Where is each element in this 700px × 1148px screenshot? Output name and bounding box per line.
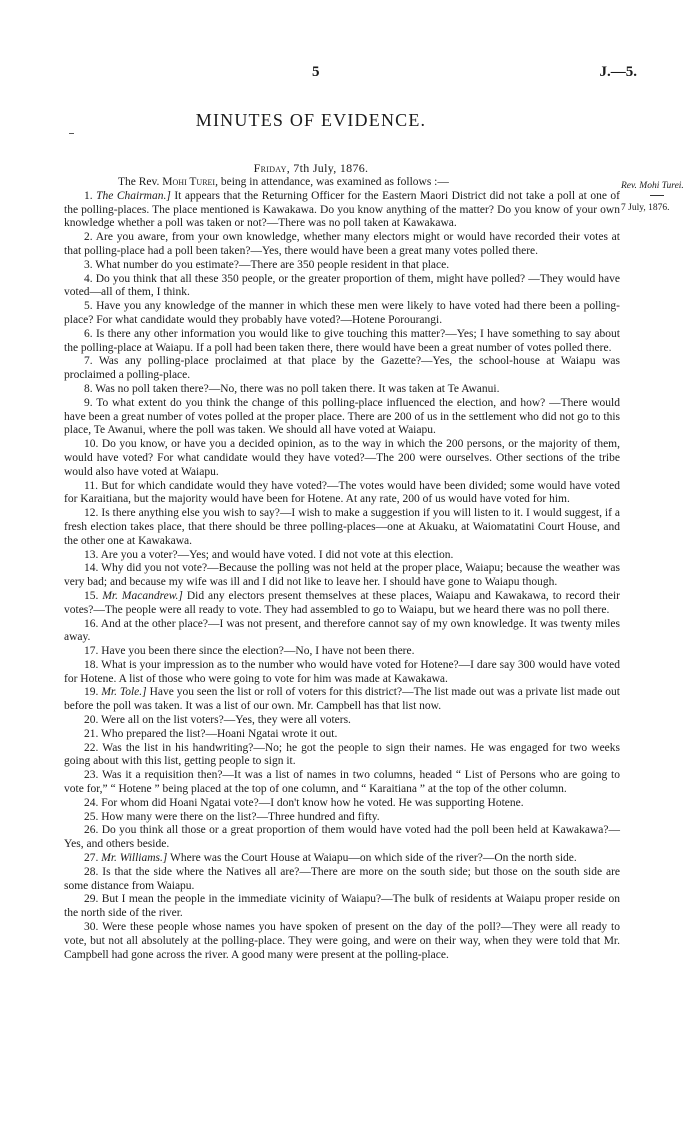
question-paragraph <box>64 328 620 356</box>
question-text: But I mean the people in the immediate vicinity of Waiapu?—The bulk of residents at Waiapu proper reside on the north side of the river. <box>64 893 621 920</box>
question-text: For whom did Hoani Ngatai vote?—I don't know how he voted. He was supporting Hotene. <box>101 796 524 809</box>
question-number: 10. <box>84 438 102 451</box>
question-number: 12. <box>84 507 102 520</box>
question-text: Who prepared the list?—Hoani Ngatai wrote it out. <box>101 727 338 740</box>
question-number: 13. <box>84 548 101 561</box>
question-text: And at the other place?—I was not present, and therefore cannot say of my own knowledge. It was twenty miles away. <box>64 617 620 644</box>
question-text: But for which candidate would they have voted?—The votes would have been divided; some would have voted for Karaitiana, but the majority would have been for Hotene. At any rate, 200 of us would have voted for him. <box>64 479 621 506</box>
question-text: Do you know, or have you a decided opinion, as to the way in which the 200 persons, or the majority of them, would have voted? For what candidate would they have voted?—The 200 were ourselves. Other sections of the tribe would also have voted at Waiapu. <box>64 438 621 478</box>
question-text: Was no poll taken there?—No, there was no poll taken there. It was taken at Te Awanui. <box>95 382 500 395</box>
page-title: MINUTES OF EVIDENCE. <box>195 110 427 130</box>
question-text: Was any polling-place proclaimed at that place by the Gazette?—Yes, the school-house at Waiapu was proclaimed a polling-place. <box>64 355 620 382</box>
question-text: Are you a voter?—Yes; and would have voted. I did not vote at this election. <box>100 548 454 561</box>
document-reference: J.—5. <box>599 64 637 80</box>
question-paragraph <box>64 659 620 687</box>
margin-rule <box>650 195 664 196</box>
question-number: 1. <box>84 189 97 202</box>
question-paragraph <box>64 480 620 508</box>
intro-rest: , being in attendance, was examined as follows :— <box>215 176 449 188</box>
question-paragraph <box>64 562 620 590</box>
question-number: 28. <box>84 865 103 878</box>
question-text: How many were there on the list?—Three hundred and fifty. <box>101 810 380 823</box>
question-number: 14. <box>84 562 102 575</box>
question-paragraph <box>64 355 620 383</box>
speaker-label: Mr. Macandrew.] <box>102 589 183 602</box>
question-paragraph <box>64 797 620 811</box>
question-text: Are you aware, from your own knowledge, whether many electors might or would have recorded their votes at that polling-place had a poll been taken?—Yes, there would have been a great many votes polled there. <box>64 231 620 257</box>
question-paragraph <box>64 769 620 797</box>
question-number: 22. <box>84 741 103 754</box>
question-text: Was it a requisition then?—It was a list of names in two columns, headed “ List of Persons who are going to vote for,” “ Hotene ” being placed at the top of one column, and “ Karaitiana ” at the top of the other column. <box>64 769 620 796</box>
question-paragraph <box>64 714 620 728</box>
question-number: 15. <box>84 589 103 602</box>
question-paragraph <box>64 273 620 301</box>
question-paragraph <box>64 300 620 328</box>
question-text: Do you think all those or a great proportion of them would have voted had the poll been held at Kawakawa?—Yes, and others beside. <box>64 824 620 851</box>
question-paragraph <box>64 507 620 548</box>
question-number: 6. <box>84 327 96 340</box>
question-paragraph <box>64 893 620 921</box>
question-paragraph <box>64 742 620 770</box>
question-text: Why did you not vote?—Because the polling was not held at the proper place, Waiapu; because the weather was very bad; and because my wife was ill and I did not like to leave her. I should have gone to Waiapu though. <box>64 562 620 589</box>
question-text: It appears that the Returning Officer for the Eastern Maori District did not take a poll at one of the polling-places. The place mentioned is Kawakawa. Do you know anything of the matter? Do you know of your own knowledge whether a poll was taken or not?—There was no poll taken at Kawakawa. <box>64 189 621 230</box>
question-paragraph <box>64 852 620 866</box>
question-number: 20. <box>84 714 102 727</box>
question-number: 26. <box>84 824 102 837</box>
question-text: Is there any other information you would like to give touching this matter?—Yes; I have something to say about the polling-place at Waiapu. If a poll had been taken there, there would have been a great number of votes polled there. <box>64 327 620 354</box>
question-paragraph <box>64 549 620 563</box>
question-text: To what extent do you think the change of this polling-place influenced the election, and how? —There would have been a great number of votes polled at the proper place. There are 200 of us in the settlement who did not go to this place, Te Awanui, where the poll was taken. We should all have voted at Waiapu. <box>64 396 620 437</box>
question-number: 19. <box>84 686 102 699</box>
question-number: 23. <box>84 769 102 782</box>
question-number: 2. <box>84 231 96 244</box>
question-number: 25. <box>84 810 102 823</box>
witness-name: Mohi Turei <box>162 176 216 188</box>
margin-witness-name: Rev. Mohi Turei. <box>621 181 684 191</box>
question-number: 4. <box>84 272 96 285</box>
question-paragraph <box>64 590 620 618</box>
question-text: Have you seen the list or roll of voters for this district?—The list made out was a private list made out before the poll was taken. It was a list of our own. Mr. Campbell has that list now. <box>64 686 621 713</box>
question-text: Were all on the list voters?—Yes, they were all voters. <box>101 714 351 727</box>
question-text: What is your impression as to the number who would have voted for Hotene?—I dare say 300 would have voted for Hotene. A list of those who were going to vote for him was made at Kawakawa. <box>64 658 620 685</box>
question-text: Is there anything else you wish to say?—I wish to make a suggestion if you will listen to it. I would suggest, if a fresh election takes place, that there should be three polling-places—one at Akuaku, at Waiomatatini Court House, and the other one at Kawakawa. <box>64 507 621 547</box>
question-text: Is that the side where the Natives all are?—There are more on the south side; but those on the south side are some distance from Waiapu. <box>64 865 621 892</box>
question-number: 3. <box>84 258 96 271</box>
question-number: 8. <box>84 382 96 395</box>
margin-date: 7 July, 1876. <box>621 203 670 213</box>
question-paragraph <box>64 383 620 397</box>
question-number: 7. <box>84 355 99 368</box>
question-number: 30. <box>84 921 103 934</box>
question-list <box>64 190 620 963</box>
question-number: 17. <box>84 645 102 658</box>
question-paragraph <box>64 438 620 479</box>
question-text: Have you any knowledge of the manner in which these men were likely to have voted had there been a polling-place? For what candidate would they probably have voted?—Hotene Porourangi. <box>64 300 621 326</box>
question-paragraph <box>64 921 620 962</box>
question-paragraph <box>64 728 620 742</box>
question-number: 29. <box>84 893 102 906</box>
speaker-label: The Chairman.] <box>96 189 171 202</box>
question-paragraph <box>64 231 620 259</box>
question-text: Were these people whose names you have spoken of present on the day of the poll?—They were all ready to vote, but not all absolutely at the polling-place. They were going, and were on their way, when they were told that Mr. Campbell had gone across the river. A good many were present at the polling-place. <box>64 921 621 961</box>
question-number: 9. <box>84 396 97 409</box>
question-paragraph <box>64 397 620 438</box>
question-text: Have you been there since the election?—No, I have not been there. <box>101 645 415 658</box>
question-paragraph <box>64 618 620 646</box>
question-text: Do you think that all these 350 people, or the greater proportion of them, might have polled? —They would have voted—all of them, I think. <box>64 272 620 299</box>
question-paragraph <box>64 190 620 231</box>
date-rest: , 7th July, 1876. <box>286 161 369 175</box>
question-text: Where was the Court House at Waiapu—on which side of the river?—On the north side. <box>167 852 577 865</box>
question-paragraph <box>64 824 620 852</box>
speaker-label: Mr. Tole.] <box>101 686 147 699</box>
evidence-body <box>64 176 620 962</box>
question-text: What number do you estimate?—There are 350 people resident in that place. <box>95 258 450 271</box>
intro-prefix: The Rev. <box>118 176 163 188</box>
question-number: 18. <box>84 658 102 671</box>
question-paragraph <box>64 686 620 714</box>
question-paragraph <box>64 645 620 659</box>
intro-paragraph <box>64 176 620 190</box>
question-number: 21. <box>84 727 102 740</box>
question-number: 27. <box>84 852 102 865</box>
speaker-label: Mr. Williams.] <box>101 852 168 865</box>
question-number: 5. <box>84 300 97 313</box>
page-number: 5 <box>312 64 320 80</box>
question-number: 24. <box>84 796 102 809</box>
question-paragraph <box>64 866 620 894</box>
title-rule <box>69 133 74 134</box>
question-number: 11. <box>84 479 102 492</box>
date-day: Friday <box>253 161 287 175</box>
question-paragraph <box>64 259 620 273</box>
question-number: 16. <box>84 617 101 630</box>
question-text: Did any electors present themselves at these places, Waiapu and Kawakawa, to record their votes?—The people were all ready to vote. They had assembled to go to Waiapu, but we heard there was no poll there. <box>64 589 620 616</box>
question-paragraph <box>64 811 620 825</box>
question-text: Was the list in his handwriting?—No; he got the people to sign their names. He was engaged for two weeks going about with this list, getting people to sign it. <box>64 741 621 768</box>
date-line <box>0 161 622 176</box>
